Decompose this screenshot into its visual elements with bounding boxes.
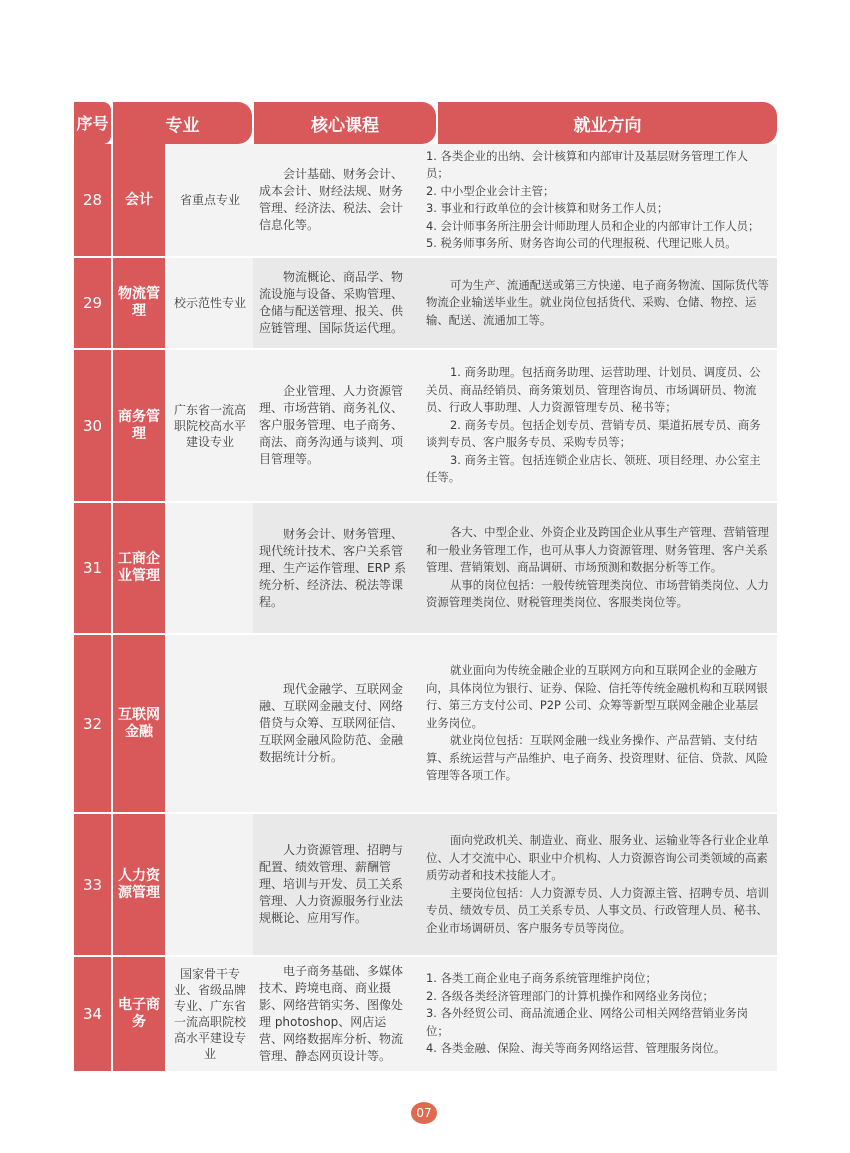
table-header: [74, 102, 777, 144]
career-item: 就业岗位包括：互联网金融一线业务操作、产品营销、支付结算、系统运营与产品维护、电子商务、投资理财、征信、贷款、风险管理等各项工作。: [426, 733, 768, 783]
major-name: 商务管理: [113, 350, 167, 501]
career-directions: [410, 144, 777, 256]
career-directions: [410, 503, 777, 633]
career-item: 1. 商务助理。包括商务助理、运营助理、计划员、调度员、公关员、商品经销员、商务策划员、管理咨询员、市场调研员、物流员、行政人事助理、人力资源管理专员、秘书等；: [426, 365, 761, 415]
major-level: [167, 814, 253, 955]
page-number-badge: 07: [411, 1102, 437, 1124]
header-seq: 序号: [74, 102, 111, 144]
major-name: 物流管理: [113, 258, 167, 348]
table-row: [74, 258, 777, 350]
career-item: 4. 会计师事务所注册会计师助理人员和企业的内部审计工作人员；: [426, 218, 760, 233]
career-directions: [410, 635, 777, 812]
row-number: 34: [74, 957, 113, 1071]
career-directions: [410, 957, 777, 1071]
table-row: [74, 957, 777, 1073]
core-courses: 财务会计、财务管理、现代统计技术、客户关系管理、生产运作管理、ERP 系统分析、经济法、税法等课程。: [253, 503, 410, 633]
table-row: [74, 350, 777, 503]
major-level: [167, 635, 253, 812]
career-item: 可为生产、流通配送或第三方快递、电子商务物流、国际货代等物流企业输送毕业生。就业岗位包括货代、采购、仓储、物控、运输、配送、流通加工等。: [426, 277, 769, 327]
career-item: 3. 事业和行政单位的会计核算和财务工作人员；: [426, 201, 669, 215]
row-number: 32: [74, 635, 113, 812]
career-item: 各大、中型企业、外资企业及跨国企业从事生产管理、营销管理和一般业务管理工作，也可从事人力资源管理、财务管理、客户关系管理、营销策划、商品调研、市场预测和数据分析等工作。: [426, 525, 769, 575]
table-row: [74, 814, 777, 957]
career-item: 面向党政机关、制造业、商业、服务业、运输业等各行业企业单位、人才交流中心、职业中介机构、人力资源咨询公司类领域的高素质劳动者和技术技能人才。: [426, 833, 769, 882]
major-name: 电子商务: [113, 957, 167, 1071]
core-courses: 人力资源管理、招聘与配置、绩效管理、薪酬管理、培训与开发、员工关系管理、人力资源服务行业法规概论、应用写作。: [253, 814, 410, 955]
header-courses: 核心课程: [254, 102, 436, 144]
career-item: 2. 各级各类经济管理部门的计算机操作和网络业务岗位；: [426, 988, 714, 1003]
core-courses: 现代金融学、互联网金融、互联网金融支付、网络借贷与众筹、互联网征信、互联网金融风险防范、金融数据统计分析。: [253, 635, 410, 812]
core-courses: 会计基础、财务会计、成本会计、财经法规、财务管理、经济法、税法、会计信息化等。: [253, 144, 410, 256]
row-number: 33: [74, 814, 113, 955]
career-item: 1. 各类企业的出纳、会计核算和内部审计及基层财务管理工作人员；: [426, 148, 749, 180]
career-item: 就业面向为传统金融企业的互联网方向和互联网企业的金融方向，具体岗位为银行、证券、保险、信托等传统金融机构和互联网银行、第三方支付公司、P2P 公司、众筹等新型互联网金融企业基层业务岗位。: [426, 663, 768, 730]
career-item: 从事的岗位包括：一般传统管理类岗位、市场营销类岗位、人力资源管理类岗位、财税管理类岗位、客服类岗位等。: [426, 577, 769, 610]
career-item: 2. 中小型企业会计主管；: [426, 183, 555, 198]
row-number: 28: [74, 144, 113, 256]
row-number: 29: [74, 258, 113, 348]
major-level: 广东省一流高职院校高水平建设专业: [167, 350, 253, 501]
table-row: [74, 144, 777, 258]
row-number: 31: [74, 503, 113, 633]
major-name: 互联网金融: [113, 635, 167, 812]
career-item: 5. 税务师事务所、财务咨询公司的代理报税、代理记账人员。: [426, 236, 737, 250]
major-level: 国家骨干专业、省级品牌专业、广东省一流高职院校高水平建设专业: [167, 957, 253, 1071]
majors-table: [74, 102, 777, 1073]
major-level: [167, 503, 253, 633]
table-row: [74, 635, 777, 814]
core-courses: 物流概论、商品学、物流设施与设备、采购管理、仓储与配送管理、报关、供应链管理、国际货运代理。: [253, 258, 410, 348]
row-number: 30: [74, 350, 113, 501]
major-name: 人力资源管理: [113, 814, 167, 955]
career-directions: [410, 350, 777, 501]
career-directions: [410, 258, 777, 348]
career-item: 1. 各类工商企业电子商务系统管理维护岗位；: [426, 971, 657, 986]
career-item: 2. 商务专员。包括企划专员、营销专员、渠道拓展专员、商务谈判专员、客户服务专员、采购专员等；: [426, 417, 761, 450]
career-item: 主要岗位包括：人力资源专员、人力资源主管、招聘专员、培训专员、绩效专员、员工关系专员、人事文员、行政管理人员、秘书、企业市场调研员、客户服务专员等岗位。: [426, 885, 769, 935]
major-name: 会计: [113, 144, 167, 256]
career-item: 3. 商务主管。包括连锁企业店长、领班、项目经理、办公室主任等。: [426, 452, 761, 485]
core-courses: 企业管理、人力资源管理、市场营销、商务礼仪、客户服务管理、电子商务、商法、商务沟通与谈判、项目管理等。: [253, 350, 410, 501]
career-item: 4. 各类金融、保险、海关等商务网络运营、管理服务岗位。: [426, 1041, 726, 1056]
core-courses: 电子商务基础、多媒体技术、跨境电商、商业摄影、网络营销实务、图像处理 photoshop、网店运营、网络数据库分析、物流管理、静态网页设计等。: [253, 957, 410, 1071]
major-name: 工商企业管理: [113, 503, 167, 633]
career-item: 3. 各外经贸公司、商品流通企业、网络公司相关网络营销业务岗位；: [426, 1006, 749, 1038]
career-directions: [410, 814, 777, 955]
major-level: 省重点专业: [167, 144, 253, 256]
header-major: 专业: [113, 102, 252, 144]
major-level: 校示范性专业: [167, 258, 253, 348]
table-row: [74, 503, 777, 635]
header-career: 就业方向: [438, 102, 777, 144]
